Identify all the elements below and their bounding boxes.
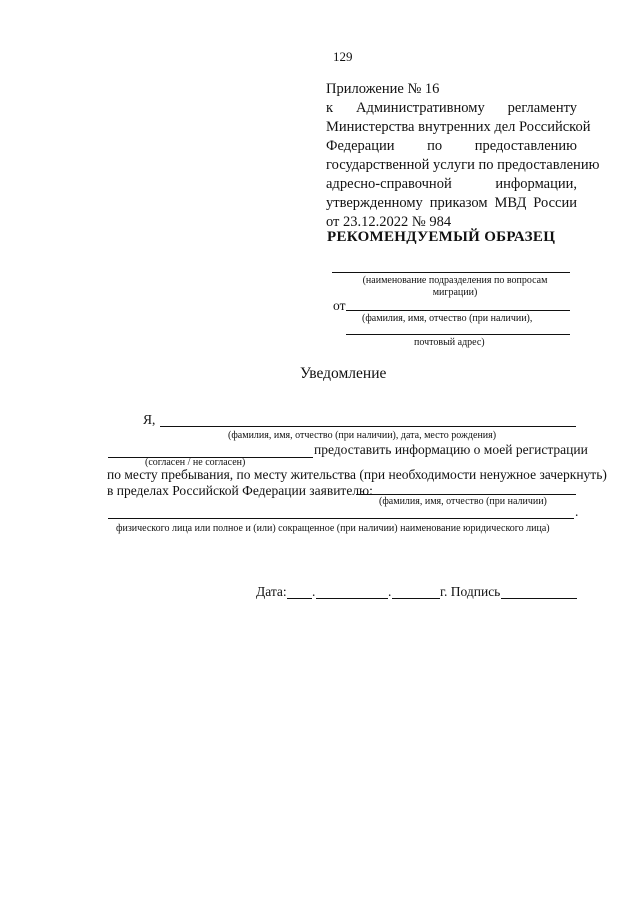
applicant-line xyxy=(356,494,576,495)
applicant-caption: (фамилия, имя, отчество (при наличии) xyxy=(379,496,547,507)
date-month-line xyxy=(316,598,388,599)
unit-name-line xyxy=(332,272,570,273)
i-line xyxy=(160,426,576,427)
line-period: . xyxy=(575,504,579,519)
unit-caption: (наименование подразделения по вопросам миграции) xyxy=(362,275,548,298)
appendix-line: Приложение № 16 xyxy=(326,81,440,97)
consent-caption: (согласен / не согласен) xyxy=(145,457,246,468)
applicant-line-label: в пределах Российской Федерации заявителю: xyxy=(107,483,373,498)
page-number: 129 xyxy=(333,49,353,64)
stay-line: по месту пребывания, по месту жительства (при необходимости ненужное зачеркнуть) xyxy=(107,467,607,482)
appendix-line: Министерства внутренних дел Российской xyxy=(326,119,591,135)
appendix-line: адресно-справочной информации, xyxy=(326,176,577,192)
legal-caption: физического лица или полное и (или) сокращенное (при наличии) наименование юридического лица) xyxy=(116,523,550,534)
i-caption: (фамилия, имя, отчество (при наличии), дата, место рождения) xyxy=(228,430,497,441)
sample-title: РЕКОМЕНДУЕМЫЙ ОБРАЗЕЦ xyxy=(327,229,556,245)
notice-title: Уведомление xyxy=(300,365,387,382)
appendix-line: государственной услуги по предоставлению xyxy=(326,157,600,173)
appendix-block xyxy=(326,80,600,232)
legal-name-line xyxy=(108,518,574,519)
year-sign-label: г. Подпись xyxy=(440,584,501,599)
appendix-line: утвержденному приказом МВД России xyxy=(326,195,577,211)
appendix-line: Федерации по предоставлению xyxy=(326,138,577,154)
appendix-line: от 23.12.2022 № 984 xyxy=(326,214,452,230)
appendix-line: к Административному регламенту xyxy=(326,100,577,116)
date-dot: . xyxy=(388,584,392,599)
date-year-line xyxy=(392,598,440,599)
date-dot: . xyxy=(312,584,316,599)
date-label: Дата: xyxy=(256,584,287,599)
i-label: Я, xyxy=(143,412,156,427)
from-line xyxy=(346,310,570,311)
from-label: от xyxy=(333,298,346,313)
signature-line xyxy=(501,598,577,599)
consent-text: предоставить информацию о моей регистрации xyxy=(314,442,588,457)
address-line xyxy=(346,334,570,335)
date-day-line xyxy=(287,598,312,599)
address-caption: почтовый адрес) xyxy=(414,337,485,348)
name-caption: (фамилия, имя, отчество (при наличии), xyxy=(362,313,533,324)
